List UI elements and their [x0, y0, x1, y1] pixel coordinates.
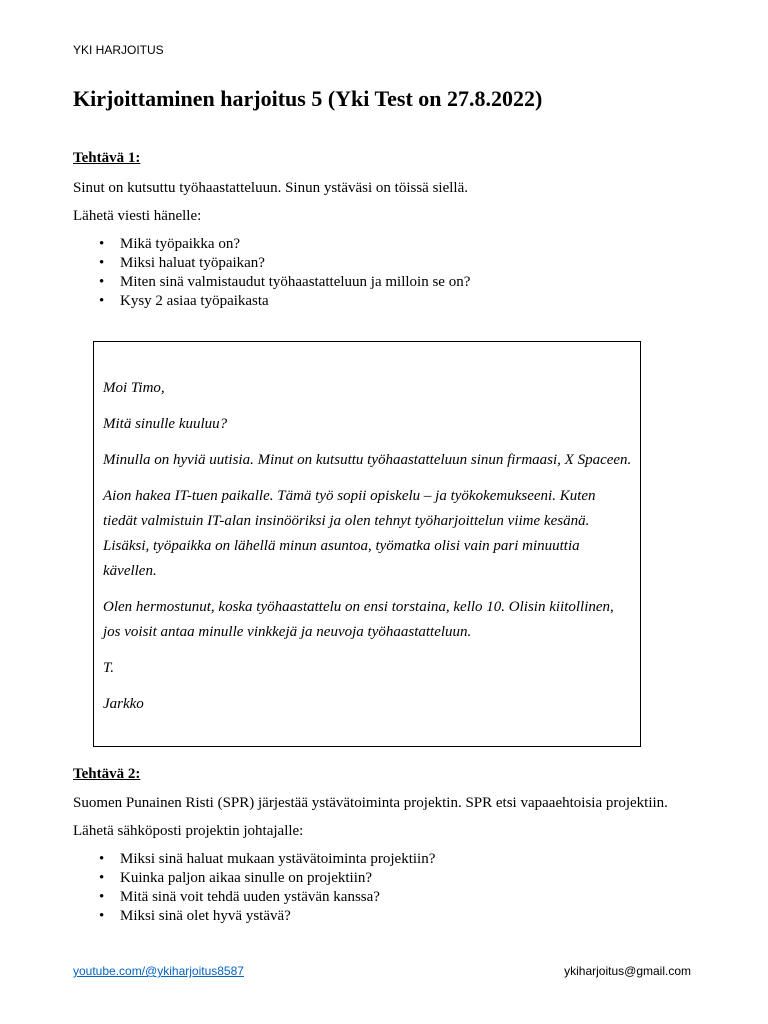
- letter-greeting: Moi Timo,: [103, 380, 165, 396]
- list-item: • Kuinka paljon aikaa sinulle on projektiin?: [73, 869, 435, 888]
- task2-instruction: Lähetä sähköposti projektin johtajalle:: [73, 823, 304, 839]
- task2-bullet-list: [73, 850, 435, 926]
- letter-paragraph: Minulla on hyviä uutisia. Minut on kutsuttu työhaastatteluun sinun firmaasi, X Spaceen.: [103, 452, 632, 468]
- task1-bullet-list: [73, 235, 470, 311]
- task1-heading: Tehtävä 1:: [73, 150, 141, 166]
- letter-closing: T.: [103, 660, 114, 676]
- list-item: • Miksi sinä olet hyvä ystävä?: [73, 907, 435, 926]
- page-title: Kirjoittaminen harjoitus 5 (Yki Test on 27.8.2022): [73, 86, 543, 111]
- list-item: • Kysy 2 asiaa työpaikasta: [73, 292, 470, 311]
- contact-email: ykiharjoitus@gmail.com: [564, 964, 691, 978]
- task1-instruction: Lähetä viesti hänelle:: [73, 208, 202, 224]
- task1-intro: Sinut on kutsuttu työhaastatteluun. Sinun ystäväsi on töissä siellä.: [73, 180, 468, 196]
- list-item: • Mikä työpaikka on?: [73, 235, 470, 254]
- list-item: • Mitä sinä voit tehdä uuden ystävän kanssa?: [73, 888, 435, 907]
- list-item: • Miten sinä valmistaudut työhaastatteluun ja milloin se on?: [73, 273, 470, 292]
- letter-paragraph: Mitä sinulle kuuluu?: [103, 416, 228, 432]
- letter-paragraph: Aion hakea IT-tuen paikalle. Tämä työ sopii opiskelu – ja työkokemukseeni. Kuten tiedät valmistuin IT-alan insinööriksi ja olen tehnyt työharjoittelun viime kesänä. Lisäksi, työpaikka on lähellä minun asuntoa, työmatka olisi vain pari minuuttia kävellen.: [103, 488, 596, 579]
- task2-heading: Tehtävä 2:: [73, 766, 141, 782]
- list-item: • Miksi sinä haluat mukaan ystävätoiminta projektiin?: [73, 850, 435, 869]
- list-item: • Miksi haluat työpaikan?: [73, 254, 470, 273]
- page-header: YKI HARJOITUS: [73, 43, 164, 57]
- letter-signature: Jarkko: [103, 696, 144, 712]
- youtube-link[interactable]: youtube.com/@ykiharjoitus8587: [73, 964, 244, 978]
- sample-letter-box: [93, 341, 641, 747]
- sample-letter: [103, 376, 633, 728]
- letter-paragraph: Olen hermostunut, koska työhaastattelu on ensi torstaina, kello 10. Olisin kiitollinen, jos voisit antaa minulle vinkkejä ja neuvoja työhaastatteluun.: [103, 599, 614, 640]
- task2-intro: Suomen Punainen Risti (SPR) järjestää ystävätoiminta projektin. SPR etsi vapaaehtoisia projektiin.: [73, 795, 668, 811]
